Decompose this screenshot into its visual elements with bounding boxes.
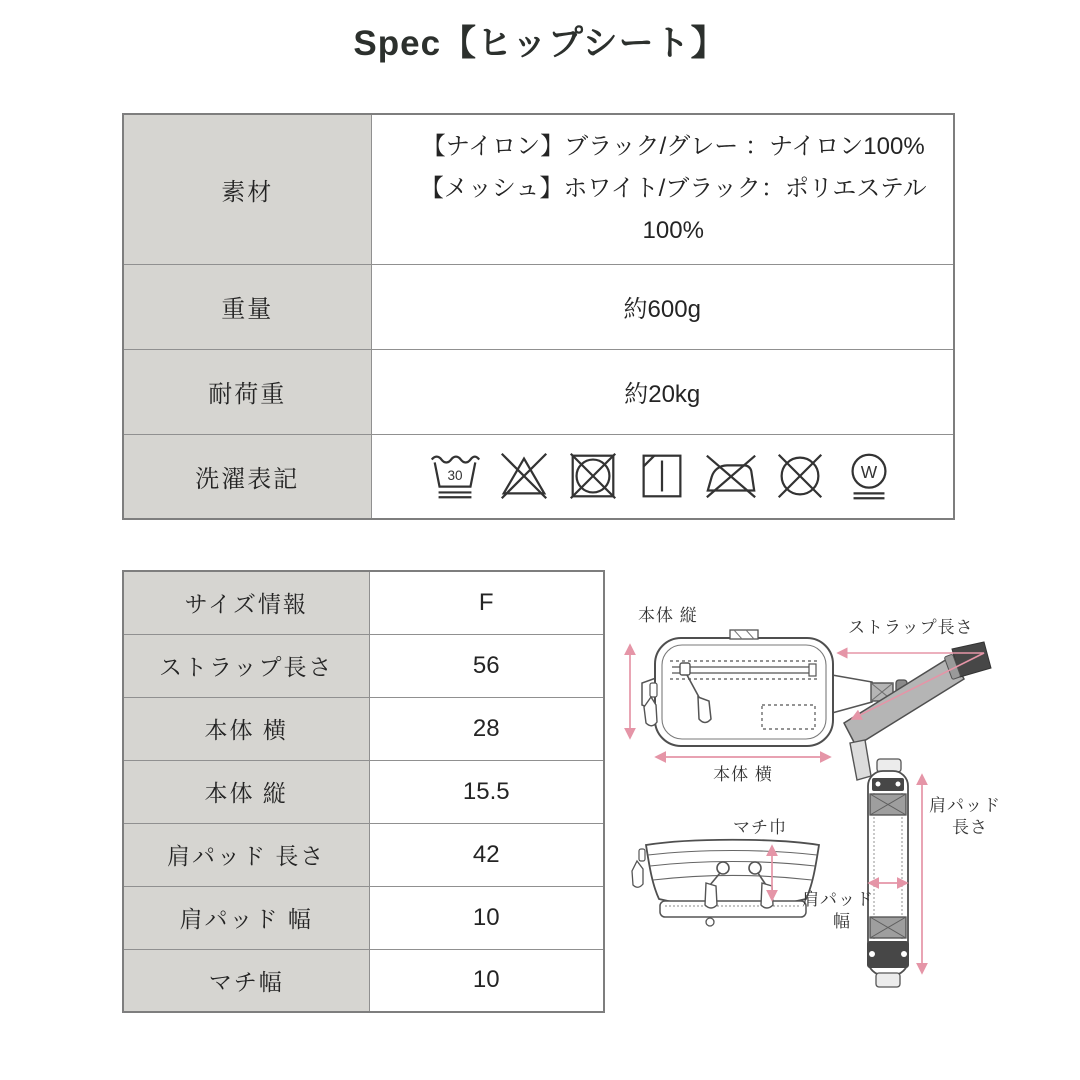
pad-width-label-line2: 幅 [833,912,851,931]
do-not-dryclean-icon [771,447,829,505]
shoulder-pad-view [867,759,909,987]
laundry-icons-cell [371,434,954,519]
size-label-size-info: サイズ情報 [123,571,369,634]
wet-clean-gentle-icon [840,447,898,505]
body-height-label: 本体 縦 [638,606,698,625]
size-row-gusset-width [123,949,604,1012]
body-width-label: 本体 横 [713,765,773,784]
do-not-tumble-dry-icon [564,447,622,505]
size-value-pad-width: 10 [369,886,604,949]
size-value-strap-length: 56 [369,634,604,697]
bag-top-view [632,840,819,926]
size-label-body-width: 本体 横 [123,697,369,760]
spec-row-laundry [123,434,954,519]
size-row-pad-width [123,886,604,949]
size-row-body-width [123,697,604,760]
do-not-iron-icon [702,447,760,505]
page-title: Spec【ヒップシート】 [353,24,727,63]
svg-text:W: W [861,462,878,483]
pad-length-label-line2: 長さ [952,818,988,837]
svg-text:30: 30 [447,468,463,484]
size-row-body-height [123,760,604,823]
weight-value: 約600g [371,264,954,349]
size-label-pad-length: 肩パッド 長さ [123,823,369,886]
load-capacity-value: 約20kg [371,349,954,434]
size-value-pad-length: 42 [369,823,604,886]
size-row-size-info [123,571,604,634]
material-value [371,114,954,264]
row-label-load-capacity: 耐荷重 [123,349,371,434]
gusset-width-label: マチ巾 [733,818,787,837]
spec-table [122,113,955,520]
row-label-weight: 重量 [123,264,371,349]
size-value-body-height: 15.5 [369,760,604,823]
pad-length-label-line1: 肩パッド [929,796,1001,815]
material-line-1: 【ナイロン】ブラック/グレー ：ナイロン100% [421,133,925,161]
material-line-2: 【メッシュ】ホワイト/ブラック：ポリエステル100% [419,175,927,245]
spec-row-material [123,114,954,264]
size-value-gusset-width: 10 [369,949,604,1012]
spec-row-load-capacity [123,349,954,434]
size-value-body-width: 28 [369,697,604,760]
do-not-bleach-icon [495,447,553,505]
size-row-strap-length [123,634,604,697]
size-table [122,570,605,1013]
size-label-strap-length: ストラップ長さ [123,634,369,697]
spec-row-weight [123,264,954,349]
size-row-pad-length [123,823,604,886]
line-dry-in-shade-icon [633,447,691,505]
laundry-icon-row [372,447,954,505]
pad-width-label-line1: 肩パッド [802,890,874,909]
row-label-laundry: 洗濯表記 [123,434,371,519]
strap-length-label: ストラップ長さ [848,618,974,637]
size-label-pad-width: 肩パッド 幅 [123,886,369,949]
size-label-body-height: 本体 縦 [123,760,369,823]
wash-30-icon [426,447,484,505]
size-label-gusset-width: マチ幅 [123,949,369,1012]
row-label-material: 素材 [123,114,371,264]
product-measurement-diagram [610,583,1020,1053]
size-value-size-info: F [369,571,604,634]
